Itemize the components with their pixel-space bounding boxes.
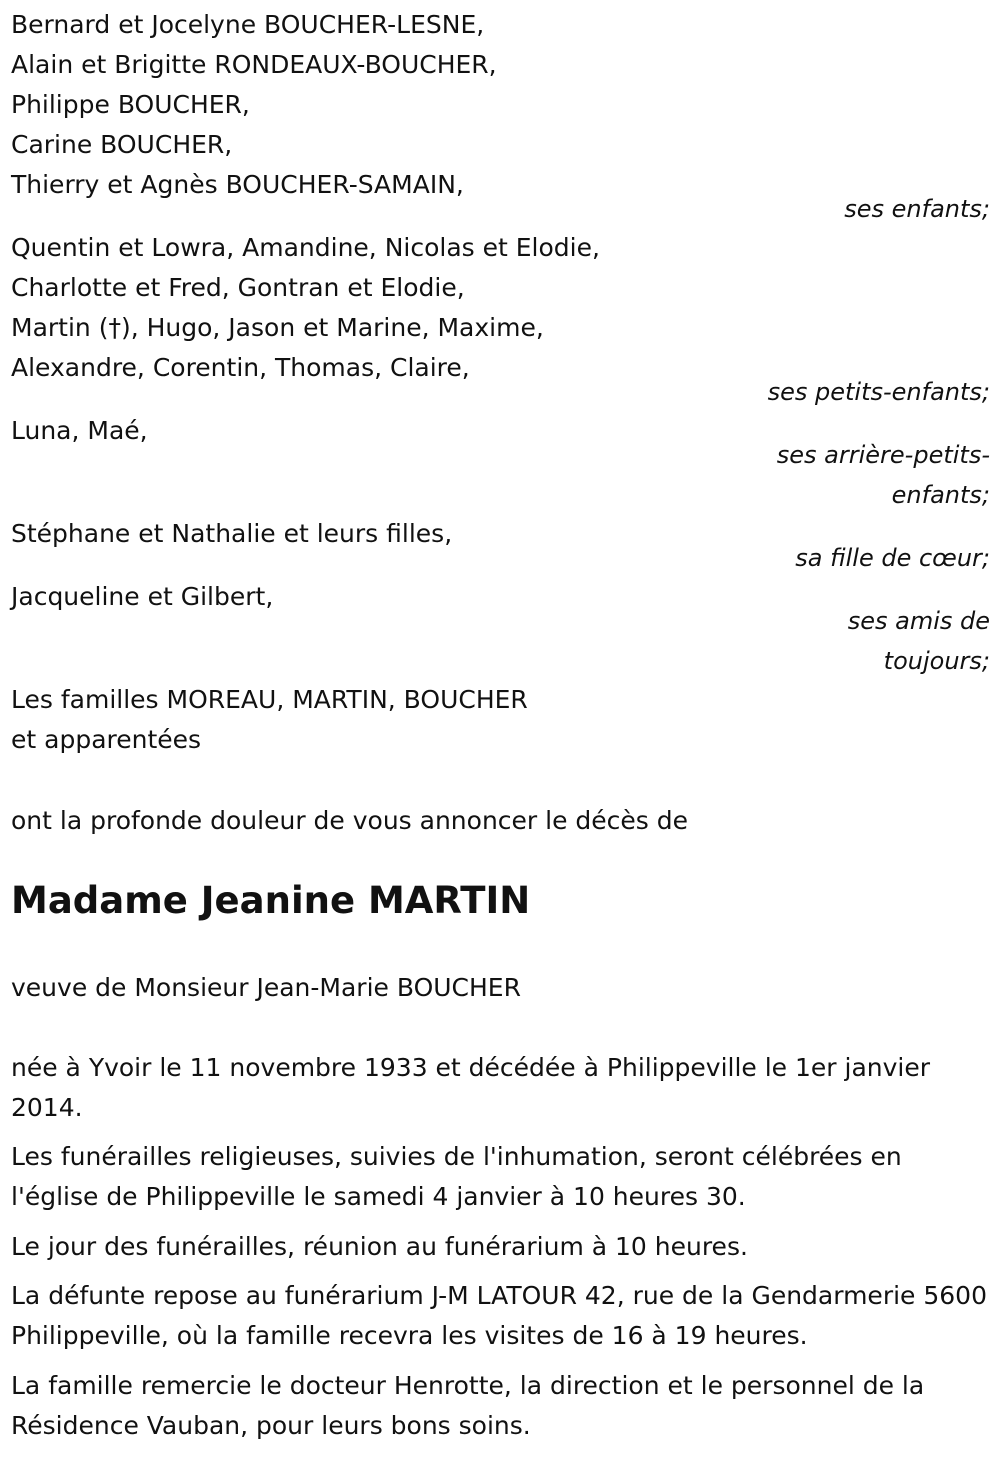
families-line: et apparentées	[11, 725, 202, 754]
grandchildren-line: Martin (†), Hugo, Jason et Marine, Maxime,	[11, 313, 544, 342]
intro-text: ont la profonde douleur de vous annoncer le décès de	[11, 806, 689, 835]
heart-daughter-role: sa fille de cœur;	[795, 544, 990, 572]
grandchildren-role: ses petits-enfants;	[767, 378, 990, 406]
grandchildren-line: Quentin et Lowra, Amandine, Nicolas et Elodie,	[11, 233, 600, 262]
families-group	[11, 680, 990, 760]
widow-of-text: veuve de Monsieur Jean-Marie BOUCHER	[11, 973, 521, 1002]
funeral-paragraph: Les funérailles religieuses, suivies de l'inhumation, seront célébrées en l'église de Philippeville le samedi 4 janvier à 10 heures 30.	[11, 1142, 902, 1211]
children-line: Bernard et Jocelyne BOUCHER-LESNE,	[11, 10, 485, 39]
grandchildren-line: Alexandre, Corentin, Thomas, Claire,	[11, 353, 470, 382]
grandchildren-line: Charlotte et Fred, Gontran et Elodie,	[11, 273, 465, 302]
children-line: Philippe BOUCHER,	[11, 90, 250, 119]
children-group	[11, 5, 990, 205]
thanks-paragraph: La famille remercie le docteur Henrotte, la direction et le personnel de la Résidence Vauban, pour leurs bons soins.	[11, 1371, 925, 1440]
deceased-name: Madame Jeanine MARTIN	[11, 879, 531, 922]
visitation-paragraph: La défunte repose au funérarium J-M LATOUR 42, rue de la Gendarmerie 5600 Philippeville, où la famille recevra les visites de 16 à 19 heures.	[11, 1281, 987, 1350]
great-grandchildren-line: Luna, Maé,	[11, 416, 148, 445]
friends-line: Jacqueline et Gilbert,	[11, 582, 274, 611]
children-line: Thierry et Agnès BOUCHER-SAMAIN,	[11, 170, 464, 199]
heart-daughter-line: Stéphane et Nathalie et leurs filles,	[11, 519, 453, 548]
great-grandchildren-role-2: enfants;	[891, 481, 990, 509]
children-line: Carine BOUCHER,	[11, 130, 233, 159]
great-grandchildren-role-1: ses arrière-petits-	[776, 441, 990, 469]
friends-role-1: ses amis de	[847, 607, 990, 635]
friends-role-2: toujours;	[883, 647, 990, 675]
meeting-paragraph: Le jour des funérailles, réunion au funérarium à 10 heures.	[11, 1232, 748, 1261]
children-line: Alain et Brigitte RONDEAUX-BOUCHER,	[11, 50, 497, 79]
birth-death-paragraph: née à Yvoir le 11 novembre 1933 et décédée à Philippeville le 1er janvier 2014.	[11, 1053, 931, 1122]
grandchildren-group	[11, 228, 990, 388]
children-role: ses enfants;	[844, 195, 990, 223]
families-line: Les familles MOREAU, MARTIN, BOUCHER	[11, 685, 528, 714]
